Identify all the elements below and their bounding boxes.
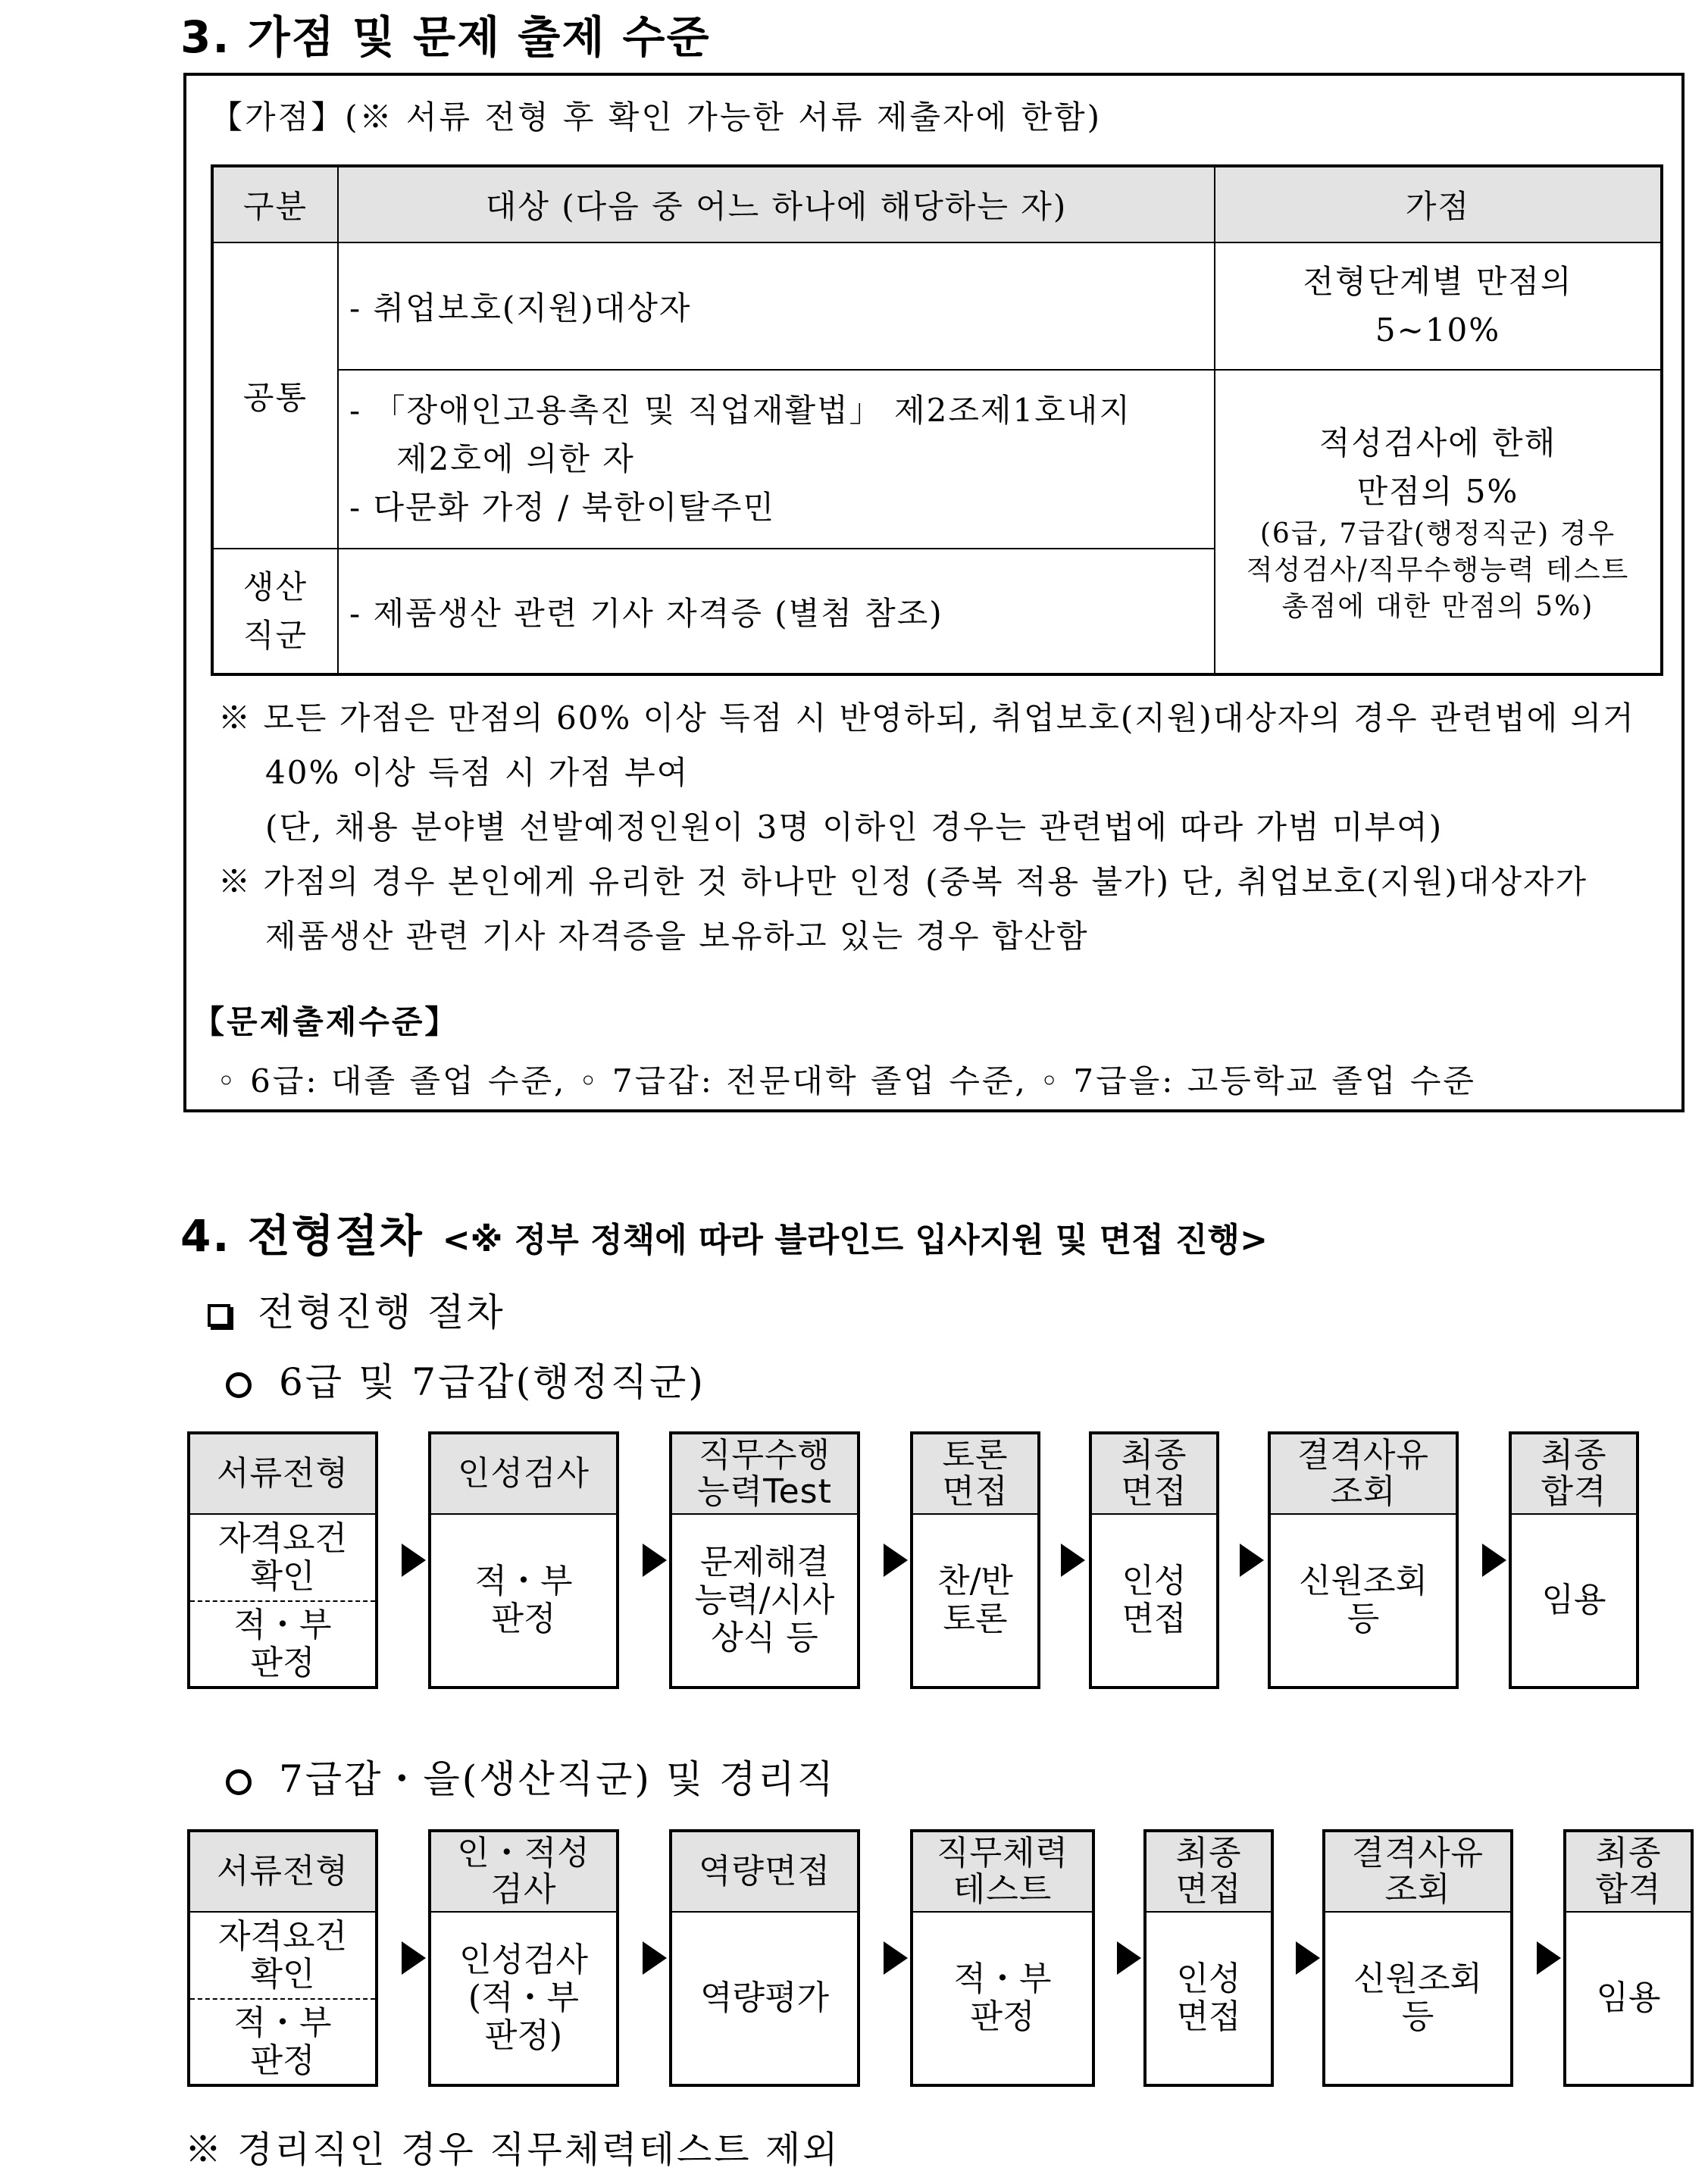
procedure-subtitle-text: 전형진행 절차	[258, 1290, 505, 1334]
flow-arrow-icon	[1537, 1941, 1561, 1975]
flow-arrow-icon	[884, 1941, 908, 1975]
flow-step	[669, 1431, 860, 1689]
flow-step	[1143, 1829, 1274, 2087]
section3-title: 3. 가점 및 문제 출제 수준	[180, 11, 711, 63]
flow-step	[1509, 1431, 1639, 1689]
circle-bullet-icon	[226, 1372, 252, 1398]
flow-step	[187, 1829, 378, 2087]
note-line: 제품생산 관련 기사 자격증을 보유하고 있는 경우 합산함	[265, 918, 1089, 955]
flow-step	[669, 1829, 860, 2087]
flow-arrow-icon	[1240, 1544, 1264, 1577]
bonus-text: 전형단계별 만점의	[1303, 263, 1573, 300]
target-line: - 다문화 가정 / 북한이탈주민	[349, 489, 776, 526]
flow-step	[187, 1431, 378, 1689]
flow-step-title: 직무체력 테스트	[913, 1832, 1092, 1913]
flow-step	[428, 1829, 619, 2087]
flow-arrow-icon	[1482, 1544, 1506, 1577]
category-common: 공통	[212, 242, 338, 549]
flow-step-title: 최종 면접	[1092, 1434, 1216, 1515]
flow-arrow-icon	[1061, 1544, 1085, 1577]
checkbox-square-icon	[208, 1304, 230, 1327]
flow2-label-text: 7급갑・을(생산직군) 및 경리직	[279, 1757, 836, 1801]
flow-step-title: 최종 면접	[1146, 1832, 1271, 1913]
bonus-note: (6급, 7급갑(행정직군) 경우	[1259, 518, 1616, 549]
bonus-heading: 【가점】(※ 서류 전형 후 확인 가능한 서류 제출자에 한함)	[211, 99, 1103, 136]
flow-step-body: 인성 면접	[1121, 1562, 1187, 1638]
header-bonus: 가점	[1215, 166, 1662, 242]
bonus-value: 5~10%	[1375, 311, 1501, 349]
flow-step-body: 신원조회 등	[1353, 1960, 1482, 2036]
flow-step-title: 서류전형	[190, 1832, 375, 1913]
flow-step-title: 역량면접	[672, 1832, 857, 1913]
flow-step-body: 역량평가	[699, 1978, 829, 2017]
flow1-label-text: 6급 및 7급갑(행정직군)	[279, 1360, 705, 1404]
flow-step	[910, 1431, 1040, 1689]
category-production	[212, 549, 338, 674]
flow-arrow-icon	[643, 1544, 667, 1577]
target-line: - 「장애인고용촉진 및 직업재활법」 제2조제1호내지	[349, 392, 1131, 429]
flow-step-title: 최종 합격	[1566, 1832, 1691, 1913]
flow-step-body: 자격요건 확인	[217, 1916, 347, 1994]
note-line: (단, 채용 분야별 선발예정인원이 3명 이하인 경우는 관련법에 따라 가범 미부여)	[265, 809, 1444, 846]
section4-title: 4. 전형절차	[180, 1210, 424, 1262]
bonus-value: 만점의 5%	[1356, 472, 1519, 510]
flow-arrow-icon	[1117, 1941, 1141, 1975]
flow2-label	[226, 1749, 836, 1803]
flow-step-title: 인・적성 검사	[431, 1832, 616, 1913]
flow-step	[1563, 1829, 1694, 2087]
bonus-table	[211, 164, 1663, 676]
flow-step-title: 직무수행 능력Test	[672, 1434, 857, 1515]
bonus-note: 총점에 대한 만점의 5%)	[1281, 590, 1594, 622]
target-protected: - 취업보호(지원)대상자	[338, 242, 1215, 370]
flow-step-body: 적・부 판정	[190, 1600, 375, 1686]
flow-step-body: 인성 면접	[1176, 1960, 1241, 2036]
bonus-note: 적성검사/직무수행능력 테스트	[1246, 554, 1630, 586]
target-line: 제2호에 의한 자	[396, 440, 635, 477]
flow-step-body: 적・부 판정	[190, 1998, 375, 2084]
section4-header	[180, 1200, 1268, 1264]
header-category: 구분	[212, 166, 338, 242]
flow-arrow-icon	[643, 1941, 667, 1975]
flow-step-title: 토론 면접	[913, 1434, 1037, 1515]
section4-title-note: <※ 정부 정책에 따라 블라인드 입사지원 및 면접 진행>	[442, 1221, 1268, 1259]
target-disabled-multicultural	[338, 370, 1215, 549]
bonus-text: 적성검사에 한해	[1319, 424, 1557, 461]
circle-bullet-icon	[226, 1769, 252, 1795]
flow-arrow-icon	[402, 1544, 426, 1577]
category-line: 직군	[242, 616, 308, 654]
category-line: 생산	[242, 568, 308, 605]
flow-step-title: 결격사유 조회	[1325, 1832, 1510, 1913]
bonus-cell-merged	[1215, 370, 1662, 674]
header-target: 대상 (다음 중 어느 하나에 해당하는 자)	[338, 166, 1215, 242]
flow-step	[1089, 1431, 1219, 1689]
flow-step-body: 신원조회 등	[1298, 1562, 1428, 1638]
flow-step-title: 서류전형	[190, 1434, 375, 1515]
flow-arrow-icon	[1296, 1941, 1320, 1975]
flow-step-body: 임용	[1596, 1978, 1661, 2017]
note-line: ※ 가점의 경우 본인에게 유리한 것 하나만 인정 (중복 적용 불가) 단, 취업보호(지원)대상자가	[218, 863, 1588, 900]
target-certificate: - 제품생산 관련 기사 자격증 (별첨 참조)	[338, 549, 1215, 674]
flow-step	[1322, 1829, 1513, 2087]
level-text: ◦ 6급: 대졸 졸업 수준, ◦ 7급갑: 전문대학 졸업 수준, ◦ 7급을: 고등학교 졸업 수준	[217, 1062, 1476, 1100]
note-line: ※ 모든 가점은 만점의 60% 이상 득점 시 반영하되, 취업보호(지원)대상자의 경우 관련법에 의거	[218, 699, 1635, 737]
note-line: 40% 이상 득점 시 가점 부여	[265, 754, 690, 791]
flow1-label	[226, 1352, 705, 1406]
footnote: ※ 경리직인 경우 직무체력테스트 제외	[185, 2129, 840, 2171]
flow-step	[428, 1431, 619, 1689]
procedure-subtitle	[208, 1282, 505, 1337]
flow-step-title: 결격사유 조회	[1271, 1434, 1456, 1515]
flow-step-body: 적・부 판정	[474, 1562, 573, 1638]
flow-step-body: 임용	[1541, 1581, 1606, 1619]
flow-arrow-icon	[402, 1941, 426, 1975]
bonus-cell-1	[1215, 242, 1662, 370]
flow-step-body: 찬/반 토론	[937, 1562, 1013, 1638]
flow-step-body: 적・부 판정	[953, 1960, 1052, 2036]
flow-step	[910, 1829, 1095, 2087]
flow-step-body: 자격요건 확인	[217, 1519, 347, 1596]
flow-step-title: 인성검사	[431, 1434, 616, 1515]
flow-step-body: 인성검사 (적・부 판정)	[458, 1941, 588, 2055]
bonus-notes	[218, 691, 1635, 964]
flow-step	[1268, 1431, 1459, 1689]
level-heading: 【문제출제수준】	[192, 1003, 459, 1040]
flow-arrow-icon	[884, 1544, 908, 1577]
flow-step-title: 최종 합격	[1512, 1434, 1636, 1515]
flow-step-body: 문제해결 능력/시사 상식 등	[694, 1543, 835, 1657]
